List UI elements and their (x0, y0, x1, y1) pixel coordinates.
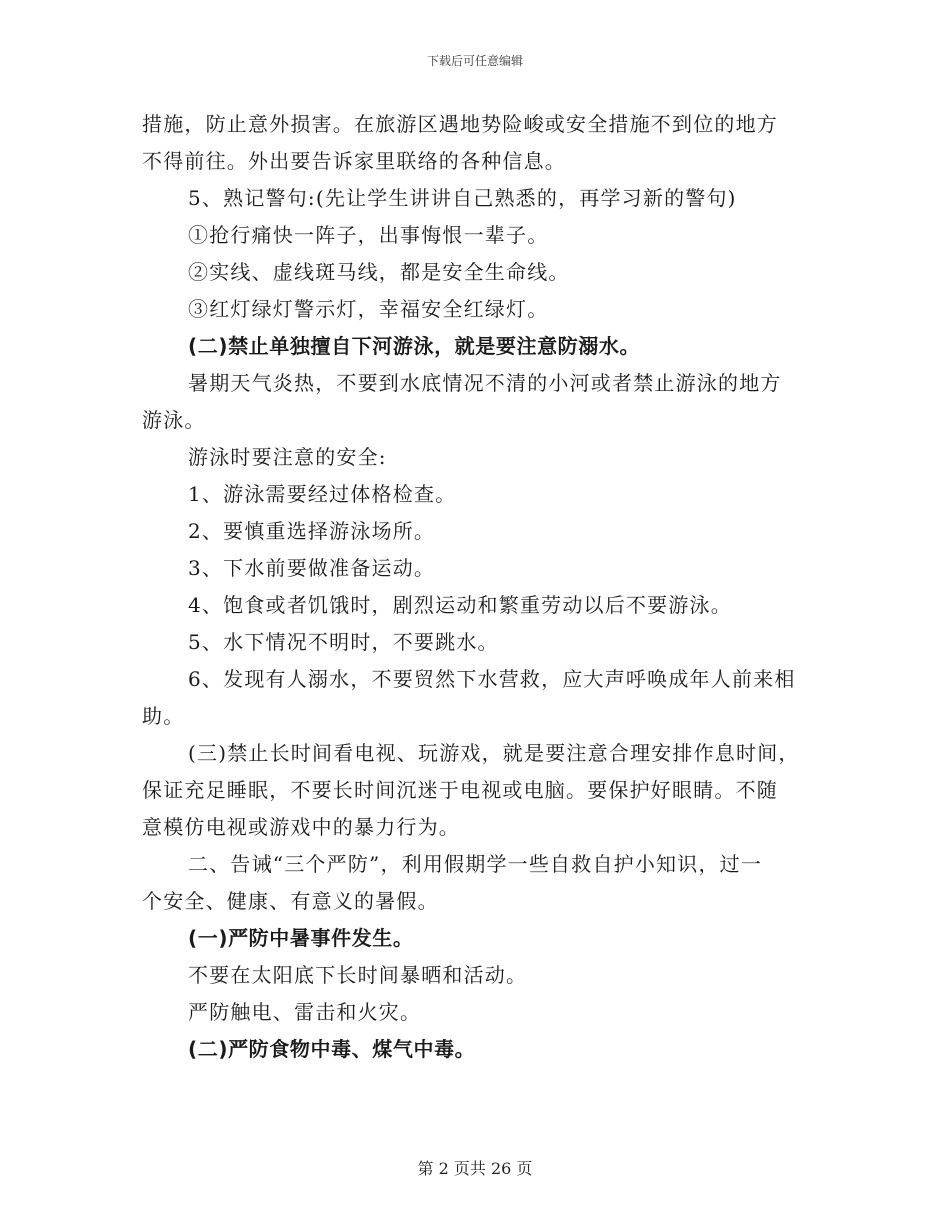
list-item-5: 5、水下情况不明时，不要跳水。 (188, 630, 499, 654)
body-line-1: 措施，防止意外损害。在旅游区遇地势险峻或安全措施不到位的地方 (142, 112, 778, 136)
body-line-10: 游泳时要注意的安全: (188, 445, 387, 469)
body-line-6: ③红灯绿灯警示灯，幸福安全红绿灯。 (188, 297, 549, 321)
page-header-note: 下载后可任意编辑 (426, 54, 523, 68)
body-line-22: 个安全、健康、有意义的暑假。 (142, 889, 439, 913)
body-line-20: 意模仿电视或游戏中的暴力行为。 (142, 815, 460, 839)
body-line-5: ②实线、虚线斑马线，都是安全生命线。 (188, 260, 570, 284)
section-heading-poisoning: (二)严防食物中毒、煤气中毒。 (188, 1037, 476, 1061)
body-line-4: ①抢行痛快一阵子，出事悔恨一辈子。 (188, 223, 549, 247)
list-item-3: 3、下水前要做准备运动。 (188, 556, 436, 580)
body-line-24: 不要在太阳底下长时间暴晒和活动。 (188, 963, 528, 987)
body-line-2: 不得前往。外出要告诉家里联络的各种信息。 (142, 149, 566, 173)
body-line-8: 暑期天气炎热，不要到水底情况不清的小河或者禁止游泳的地方 (188, 371, 782, 395)
body-line-17: 助。 (142, 704, 185, 728)
document-body (142, 106, 814, 1068)
list-item-6: 6、发现有人溺水，不要贸然下水营救，应大声呼唤成年人前来相 (188, 667, 796, 691)
section-heading-heatstroke: (一)严防中暑事件发生。 (188, 926, 414, 950)
body-line-9: 游泳。 (142, 408, 206, 432)
body-line-3: 5、熟记警句:(先让学生讲讲自己熟悉的，再学习新的警句) (188, 186, 737, 210)
list-item-4: 4、饱食或者饥饿时，剧烈运动和繁重劳动以后不要游泳。 (188, 593, 732, 617)
list-item-2: 2、要慎重选择游泳场所。 (188, 519, 436, 543)
body-line-25: 严防触电、雷击和火灾。 (188, 1000, 422, 1024)
list-item-1: 1、游泳需要经过体格检查。 (188, 482, 457, 506)
body-line-19: 保证充足睡眠，不要长时间沉迷于电视或电脑。要保护好眼睛。不随 (142, 778, 778, 802)
section-heading-drowning: (二)禁止单独擅自下河游泳，就是要注意防溺水。 (188, 334, 641, 358)
body-line-21: 二、告诫“三个严防”，利用假期学一些自救自护小知识，过一 (188, 852, 763, 876)
page-number-footer: 第 2 页共 26 页 (417, 1159, 533, 1178)
body-line-18: (三)禁止长时间看电视、玩游戏，就是要注意合理安排作息时间， (188, 741, 800, 765)
